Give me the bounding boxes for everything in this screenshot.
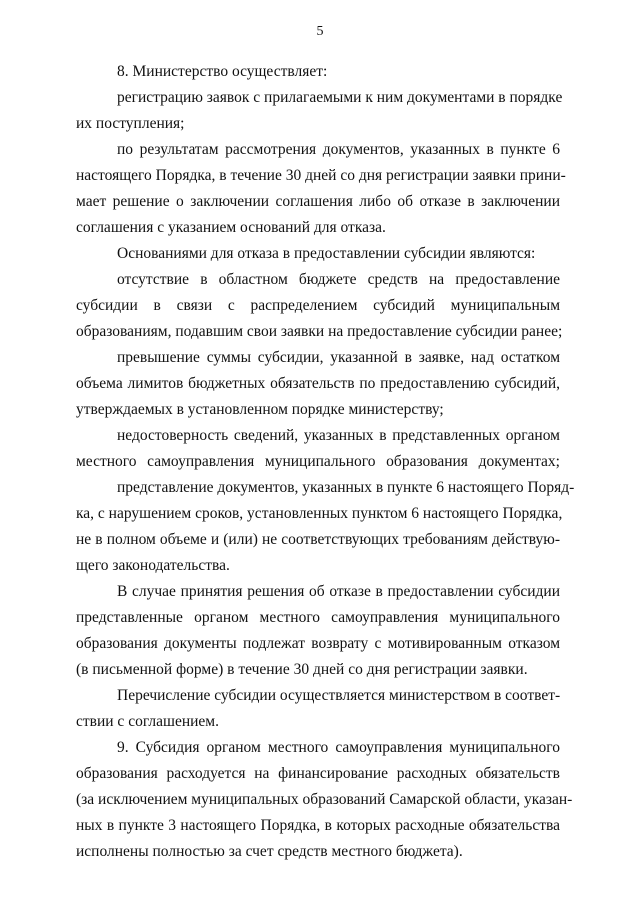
text-line: Основаниями для отказа в предоставлении субсидии являются: xyxy=(117,245,536,262)
text-line: исполнены полностью за счет средств местного бюджета). xyxy=(76,843,463,860)
text-line: 8. Министерство осуществляет: xyxy=(117,63,328,80)
text-line: (за исключением муниципальных образований Самарской области, указан- xyxy=(76,791,573,808)
text-line: утверждаемых в установленном порядке министерству; xyxy=(76,401,444,418)
text-line: отсутствие в областном бюджете средств на предоставление xyxy=(117,271,560,288)
text-line: регистрацию заявок с прилагаемыми к ним документами в порядке xyxy=(117,89,563,106)
text-line: не в полном объеме и (или) не соответствующих требованиям действую- xyxy=(76,531,560,548)
page-number: 5 xyxy=(316,24,324,39)
text-line: настоящего Порядка, в течение 30 дней со дня регистрации заявки прини- xyxy=(76,167,566,184)
text-line: щего законодательства. xyxy=(76,557,230,574)
text-line: местного самоуправления муниципального образования документах; xyxy=(76,453,560,470)
text-line: субсидии в связи с распределением субсидий муниципальным xyxy=(76,297,560,314)
text-line: мает решение о заключении соглашения либо об отказе в заключении xyxy=(76,193,560,210)
text-line: ствии с соглашением. xyxy=(76,713,219,730)
text-line: их поступления; xyxy=(76,115,185,132)
text-line: недостоверность сведений, указанных в представленных органом xyxy=(117,427,560,444)
text-line: представление документов, указанных в пункте 6 настоящего Поряд- xyxy=(117,479,575,496)
text-line: ных в пункте 3 настоящего Порядка, в которых расходные обязательства xyxy=(76,817,560,834)
text-line: 9. Субсидия органом местного самоуправления муниципального xyxy=(117,739,560,756)
text-line: В случае принятия решения об отказе в предоставлении субсидии xyxy=(117,583,560,600)
text-line: образования расходуется на финансирование расходных обязательств xyxy=(76,765,560,782)
text-line: представленные органом местного самоуправления муниципального xyxy=(76,609,560,626)
text-line: Перечисление субсидии осуществляется министерством в соответ- xyxy=(117,687,561,704)
text-line: превышение суммы субсидии, указанной в заявке, над остатком xyxy=(117,349,560,366)
text-line: по результатам рассмотрения документов, указанных в пункте 6 xyxy=(117,141,560,158)
text-line: ка, с нарушением сроков, установленных пунктом 6 настоящего Порядка, xyxy=(76,505,563,522)
text-line: объема лимитов бюджетных обязательств по предоставлению субсидий, xyxy=(76,375,560,392)
text-line: (в письменной форме) в течение 30 дней со дня регистрации заявки. xyxy=(76,661,528,678)
text-line: соглашения с указанием оснований для отказа. xyxy=(76,219,386,236)
text-line: образования документы подлежат возврату с мотивированным отказом xyxy=(76,635,560,652)
text-line: образованиям, подавшим свои заявки на предоставление субсидии ранее; xyxy=(76,323,563,340)
